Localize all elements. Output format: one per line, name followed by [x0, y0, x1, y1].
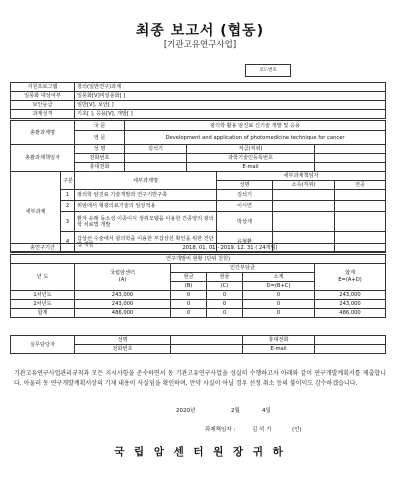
- target-label: 일몽화 대상여부: [11, 92, 75, 101]
- subproject-col-name: 세부과제명: [75, 172, 217, 190]
- staff-mobile-value: [315, 336, 386, 345]
- nature-label: 과제성격: [11, 110, 75, 119]
- budget-gov-label: 국립암센터: [109, 270, 136, 276]
- date-day: 4일: [262, 408, 271, 414]
- budget-row-b: 0: [171, 309, 207, 318]
- staff-name-value: [171, 336, 243, 345]
- program-value: 창의(일반연구)과제: [75, 83, 386, 92]
- pi-rank-label: 직급(직위): [187, 145, 315, 154]
- budget-row-a: 486,000: [75, 309, 171, 318]
- subproject-name: 갑상선 수술에서 광의학을 이용한 부갑상선 확인을 위한 진단법 개발: [75, 232, 217, 252]
- budget-total-header: [315, 264, 386, 291]
- budget-row-a: 243,000: [75, 291, 171, 300]
- subproject-major: [335, 212, 386, 232]
- subproject-owner: 박상재: [217, 212, 273, 232]
- resp-label: 과제책임자 :: [205, 427, 236, 433]
- subproject-rank: [273, 201, 335, 212]
- budget-row-d: 0: [243, 309, 315, 318]
- subproject-no: 3: [61, 212, 75, 232]
- budget-row-c: 0: [207, 309, 243, 318]
- staff-table: [10, 335, 386, 354]
- budget-row-d: 0: [243, 291, 315, 300]
- budget-kind-unit: (C): [207, 282, 243, 291]
- budget-row-year: 1차년도: [11, 291, 75, 300]
- project-label: 총괄과제명: [11, 121, 75, 145]
- budget-kind-label: 현물: [207, 273, 243, 282]
- subproject-rank: [273, 190, 335, 201]
- date-year: 2020년: [176, 408, 196, 414]
- budget-row-a: 243,000: [75, 300, 171, 309]
- pi-phone-label: 전화번호: [75, 154, 125, 163]
- project-kr-label: 국 문: [75, 121, 125, 131]
- budget-gov-header: [75, 264, 171, 291]
- date-month: 2월: [231, 408, 240, 414]
- budget-row-e: 486,000: [315, 309, 386, 318]
- budget-row-c: 0: [207, 291, 243, 300]
- declaration-statement: 기관고유연구사업관리규칙과 모든 지시사항을 준수하면서 동 기관고유연구사업을 성실히 수행하고자 아래와 같이 연구개발계획서를 제출합니다. 아울러 동 연구개발계획서상의 기재 내용이 사실임을 확인하며, 만약 사실이 아닐 경우 선정 취소 등의 불이익도 감수하겠습니다.: [14, 370, 386, 387]
- subproject-col-no: 구분: [61, 172, 75, 190]
- project-kr-value: 광의학 활용 암진료 신기술 개발 및 응용: [125, 121, 386, 131]
- subproject-col-rank: 소속(직위): [273, 181, 335, 190]
- budget-total-label: 합계: [344, 270, 356, 276]
- program-label: 지원프로그램: [11, 83, 75, 92]
- project-en-label: 영 문: [75, 131, 125, 145]
- staff-label: 실무담당자: [11, 336, 75, 354]
- pi-dept-label: 과학기술인등록번호: [187, 154, 315, 163]
- budget-row-e: 243,000: [315, 300, 386, 309]
- period-table: [10, 243, 386, 253]
- subproject-name: 위암에서 형광의료기술의 임상적용: [75, 201, 217, 212]
- resp-name: 김 석 기: [252, 427, 272, 433]
- code-number-box: 코드번호: [245, 64, 291, 77]
- period-value: 2018. 01. 01 - 2019. 12. 31 ( 24개월): [75, 244, 386, 253]
- pi-label: 총괄과제책임자: [11, 145, 75, 172]
- budget-row-year: 2차년도: [11, 300, 75, 309]
- target-value: 일몽화[V]비일몽화[ ]: [75, 92, 386, 101]
- budget-row-d: 0: [243, 300, 315, 309]
- budget-total-unit: E=(A+D): [338, 277, 362, 283]
- addressee-footer: 국 립 암 센 터 원 장 귀 하: [114, 446, 286, 458]
- subproject-owner: 이시연: [217, 201, 273, 212]
- nature-value: 기초[ ], 응용[V], 개발[ ]: [75, 110, 386, 119]
- subproject-col-owner: 세부과제책임자: [217, 172, 386, 181]
- staff-phone-value: [171, 345, 243, 354]
- budget-row-b: 0: [171, 291, 207, 300]
- subproject-no: 1: [61, 190, 75, 201]
- pi-email-label: E-mail: [187, 163, 315, 172]
- budget-sub-label: 소계: [243, 273, 315, 282]
- subproject-table: [10, 171, 386, 252]
- report-title: 최종 보고서 (협동): [135, 23, 265, 39]
- subproject-label: 세부과제: [11, 172, 61, 252]
- pi-dept-value: [315, 154, 386, 163]
- budget-table: [10, 254, 386, 318]
- staff-email-label: E-mail: [243, 345, 315, 354]
- budget-sub-unit: D=(B+C): [243, 282, 315, 291]
- staff-email-value: [315, 345, 386, 354]
- pi-phone-value: [125, 154, 187, 163]
- pi-mobile-label: 휴대전화: [75, 163, 125, 172]
- budget-cash-unit: (B): [171, 282, 207, 291]
- subproject-col-major: 전공: [335, 181, 386, 190]
- project-en-value: Development and application of photomedicine technique for cancer: [125, 131, 386, 145]
- subproject-col-name2: 성명: [217, 181, 273, 190]
- subproject-major: [335, 190, 386, 201]
- pi-rank-value: [315, 145, 386, 154]
- security-label: 보안등급: [11, 101, 75, 110]
- budget-cash-label: 현금: [171, 273, 207, 282]
- report-subtitle: [기관고유연구사업]: [163, 40, 237, 50]
- subproject-name: 환자 유래 동소성 이종이식 생쥐모델을 이용한 간종양의 광의학 치료법 개발: [75, 212, 217, 232]
- subproject-owner: 유형환: [217, 232, 273, 252]
- budget-gov-unit: (A): [118, 277, 127, 283]
- budget-inst-label: 민간부담금: [171, 264, 315, 273]
- subproject-no: 4: [61, 232, 75, 252]
- budget-row-year: 합계: [11, 309, 75, 318]
- staff-mobile-label: 휴대전화: [243, 336, 315, 345]
- budget-row-c: 0: [207, 300, 243, 309]
- staff-name-label: 성명: [75, 336, 171, 345]
- subproject-major: [335, 201, 386, 212]
- staff-phone-label: 전화번호: [75, 345, 171, 354]
- subproject-owner: 김석기: [217, 190, 273, 201]
- pi-name-label: 성 명: [75, 145, 125, 154]
- project-info-table: [10, 120, 386, 172]
- subproject-name: 광의학 암진료 기술개발과 연구기반구축: [75, 190, 217, 201]
- pi-name-value: 김석기: [125, 145, 187, 154]
- subproject-no: 2: [61, 201, 75, 212]
- budget-row-e: 243,000: [315, 291, 386, 300]
- subproject-rank: [273, 212, 335, 232]
- budget-title: 연구개발비 현황 (단위 천원): [11, 255, 386, 264]
- period-label: 총연구기간: [11, 244, 75, 253]
- seal-mark: (인): [292, 427, 302, 433]
- security-value: 일반[V], 보안[ ]: [75, 101, 386, 110]
- budget-year-label: 년 도: [11, 264, 75, 291]
- general-info-table: [10, 82, 386, 119]
- budget-row-b: 0: [171, 300, 207, 309]
